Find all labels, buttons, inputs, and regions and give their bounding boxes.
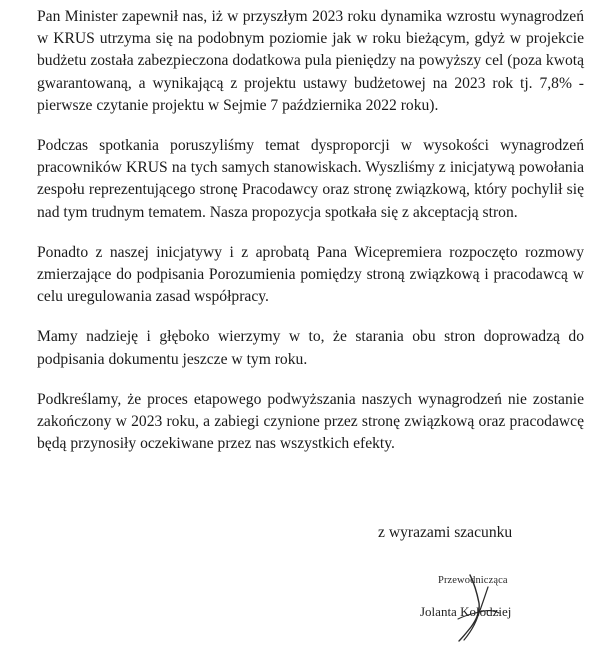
paragraph-2: Podczas spotkania poruszyliśmy temat dysproporcji w wysokości wynagrodzeń pracowników KRUS na tych samych stanowiskach. Wyszliśmy z inicjatywą powołania zespołu reprezentującego stronę Pracodawcy oraz stronę związkową, który pochylił się nad tym trudnym tematem. Nasza propozycja spotkała się z akceptacją stron. [37, 137, 584, 221]
paragraph-5: Podkreślamy, że proces etapowego podwyższania naszych wynagrodzeń nie zostanie zakończony w 2023 roku, a zabiegi czynione przez stronę związkową oraz pracodawcę będą przynosiły oczekiwane przez nas wszystkich efekty. [37, 390, 584, 453]
paragraph-3: Ponadto z naszej inicjatywy i z aprobatą Pana Wicepremiera rozpoczęto rozmowy zmierzające do podpisania Porozumienia pomiędzy stroną związkową i pracodawcą w celu uregulowania zasad współpracy. [37, 243, 584, 306]
letter-body [37, 6, 584, 473]
paragraph-1: Pan Minister zapewnił nas, iż w przyszłym 2023 roku dynamika wzrostu wynagrodzeń w KRUS utrzyma się na podobnym poziomie jak w roku bieżącym, gdyż w projekcie budżetu została zabezpieczona dodatkowa pula pieniędzy na powyższy cel (poza kwotą gwarantowaną, a wynikającą z projektu ustawy budżetowej na 2023 rok tj. 7,8% - pierwsze czytanie projektu w Sejmie 7 października 2022 roku). [37, 8, 584, 114]
paragraph-4: Mamy nadzieję i głęboko wierzymy w to, że starania obu stron doprowadzą do podpisania dokumentu jeszcze w tym roku. [37, 328, 584, 368]
closing-salutation: z wyrazami szacunku [378, 524, 513, 541]
signatory-name: Jolanta Kołodziej [420, 604, 512, 619]
signature-block [404, 569, 594, 643]
signatory-role: Przewodnicząca [438, 575, 508, 586]
